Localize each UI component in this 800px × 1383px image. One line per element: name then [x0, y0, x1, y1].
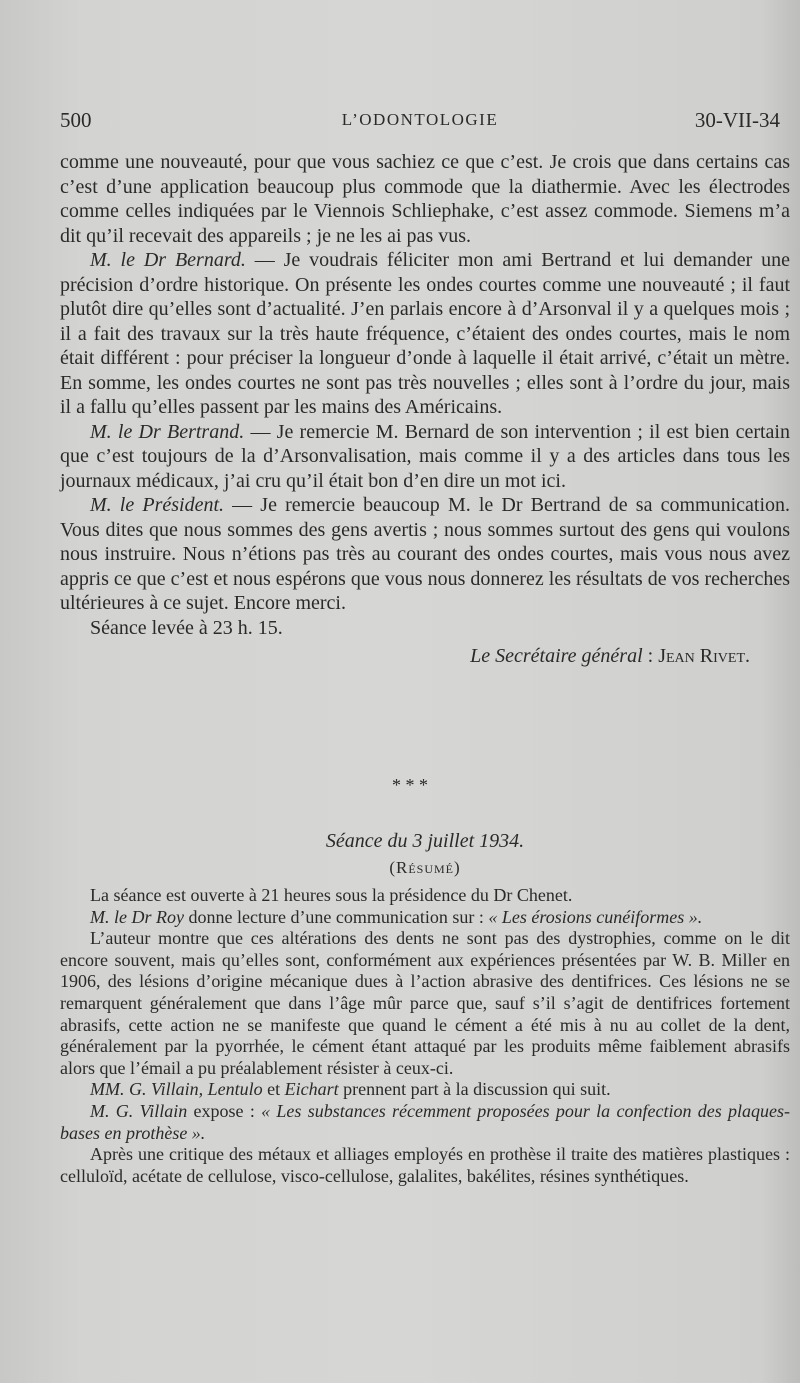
- page-number: 500: [60, 108, 92, 132]
- discussion-text: [60, 150, 790, 669]
- bertrand-text: — Je remercie M. Bernard de son intervention ; il est bien certain que c’est toujours de la d’Arsonvalisation, mais comme il y a des articles dans tous les journaux médicaux, j’ai cru qu’il était bon d’en dire un mot ici.: [60, 420, 790, 492]
- president-text: — Je remercie beaucoup M. le Dr Bertrand de sa communication. Vous dites que nous sommes des gens avertis ; nous sommes surtout des gens qui voulons nous instruire. Nous n’étions pas très au courant des ondes courtes, mais vous nous avez appris ce que c’est et nous espérons que vous nous donnerez les résultats de vos recherches ultérieures à ce sujet. Encore merci.: [60, 494, 790, 614]
- journal-title: L’ODONTOLOGIE: [341, 110, 499, 129]
- speaker-bertrand: M. le Dr Bertrand.: [90, 420, 245, 443]
- speaker-villain: M. G. Villain: [90, 1100, 188, 1121]
- paragraph-opening: La séance est ouverte à 21 heures sous la présidence du Dr Chenet.: [90, 885, 573, 905]
- speaker-roy: M. le Dr Roy: [90, 906, 184, 927]
- villain-text: expose :: [187, 1100, 262, 1121]
- bernard-text: — Je voudrais féliciter mon ami Bertrand et lui demander une précision d’ordre historique. On présente les ondes courtes comme une nouveauté ; il faut plutôt dire qu’elles sont d’actualité. J’en parlais encore à d’Arsonval il y a quelques mois ; il a fait des travaux sur la très haute fréquence, c’étaient des ondes courtes, mais le nom était différent : pour préciser la longueur d’onde à laquelle il était arrivé, c’était un mètre. En somme, les ondes courtes ne sont pas très nouvelles ; elles sont à l’ordre du jour, mais il a fallu qu’elles passent par les mains des Américains.: [60, 249, 790, 418]
- paragraph-villain: [60, 1101, 790, 1144]
- running-header: [60, 108, 780, 138]
- signature-sep: :: [642, 645, 659, 667]
- signature: [60, 644, 750, 669]
- paragraph-bertrand: [60, 420, 790, 494]
- signature-name: Jean Rivet.: [658, 645, 750, 667]
- discussion-text: prennent part à la discussion qui suit.: [338, 1079, 611, 1100]
- discussants-and: et: [262, 1079, 285, 1100]
- speaker-bernard: M. le Dr Bernard.: [90, 249, 246, 271]
- signature-role: Le Secrétaire général: [470, 645, 643, 667]
- paragraph-continuation: comme une nouveauté, pour que vous sachiez ce que c’est. Je crois que dans certains cas c’est d’une application beaucoup plus commode que la diathermie. Avec les électrodes comme celles indiquées par le Viennois Schliephake, c’est assez commode. Siemens m’a dit qu’il recevait des appareils ; je ne les ai pas vus.: [60, 151, 790, 247]
- summary-text: [60, 885, 790, 1187]
- section-title: Séance du 3 juillet 1934.: [325, 830, 525, 852]
- villain-communication-title: « Les substances récemment proposées pour la confection des plaques-bases en prothèse ».: [60, 1100, 791, 1143]
- discussants: MM. G. Villain, Lentulo: [90, 1079, 263, 1100]
- discussant-eichart: Eichart: [284, 1079, 339, 1100]
- section-separator: * * *: [392, 775, 428, 795]
- session-closing: Séance levée à 23 h. 15.: [90, 616, 283, 639]
- issue-date: 30-VII-34: [694, 108, 780, 132]
- roy-communication-title: « Les érosions cunéiformes ».: [488, 906, 703, 927]
- paragraph-author: L’auteur montre que ces altérations des dents ne sont pas des dystrophies, comme on le dit encore souvent, mais qu’elles sont, conformément aux expériences présentées par W. B. Miller en 1906, des lésions d’origine mécanique dues à l’action abrasive des dentifrices. Ces lésions ne se remarquent généralement que dans l’âge mûr parce que, sauf s’il s’agit de dentifrices fortement abrasifs, cette action ne se manifeste que quand le cément a été mis à nu au collet de la dent, généralement par la pyorrhée, le cément étant attaqué par les produits même faiblement abrasifs alors que l’émail a pu préalablement résister à ceux-ci.: [60, 928, 790, 1078]
- paragraph-discussion: [60, 1079, 790, 1101]
- paragraph-critique: Après une critique des métaux et alliages employés en prothèse il traite des matières plastiques : celluloïd, acétate de cellulose, visco-cellulose, galalites, bakélites, résines synthétiques.: [60, 1144, 790, 1186]
- paragraph-bernard: [60, 248, 790, 420]
- section-subtitle: (Résumé): [389, 858, 461, 877]
- speaker-president: M. le Président.: [90, 494, 225, 516]
- paragraph-president: [60, 493, 790, 616]
- paragraph-roy: [60, 907, 790, 929]
- roy-text: donne lecture d’une communication sur :: [183, 906, 489, 927]
